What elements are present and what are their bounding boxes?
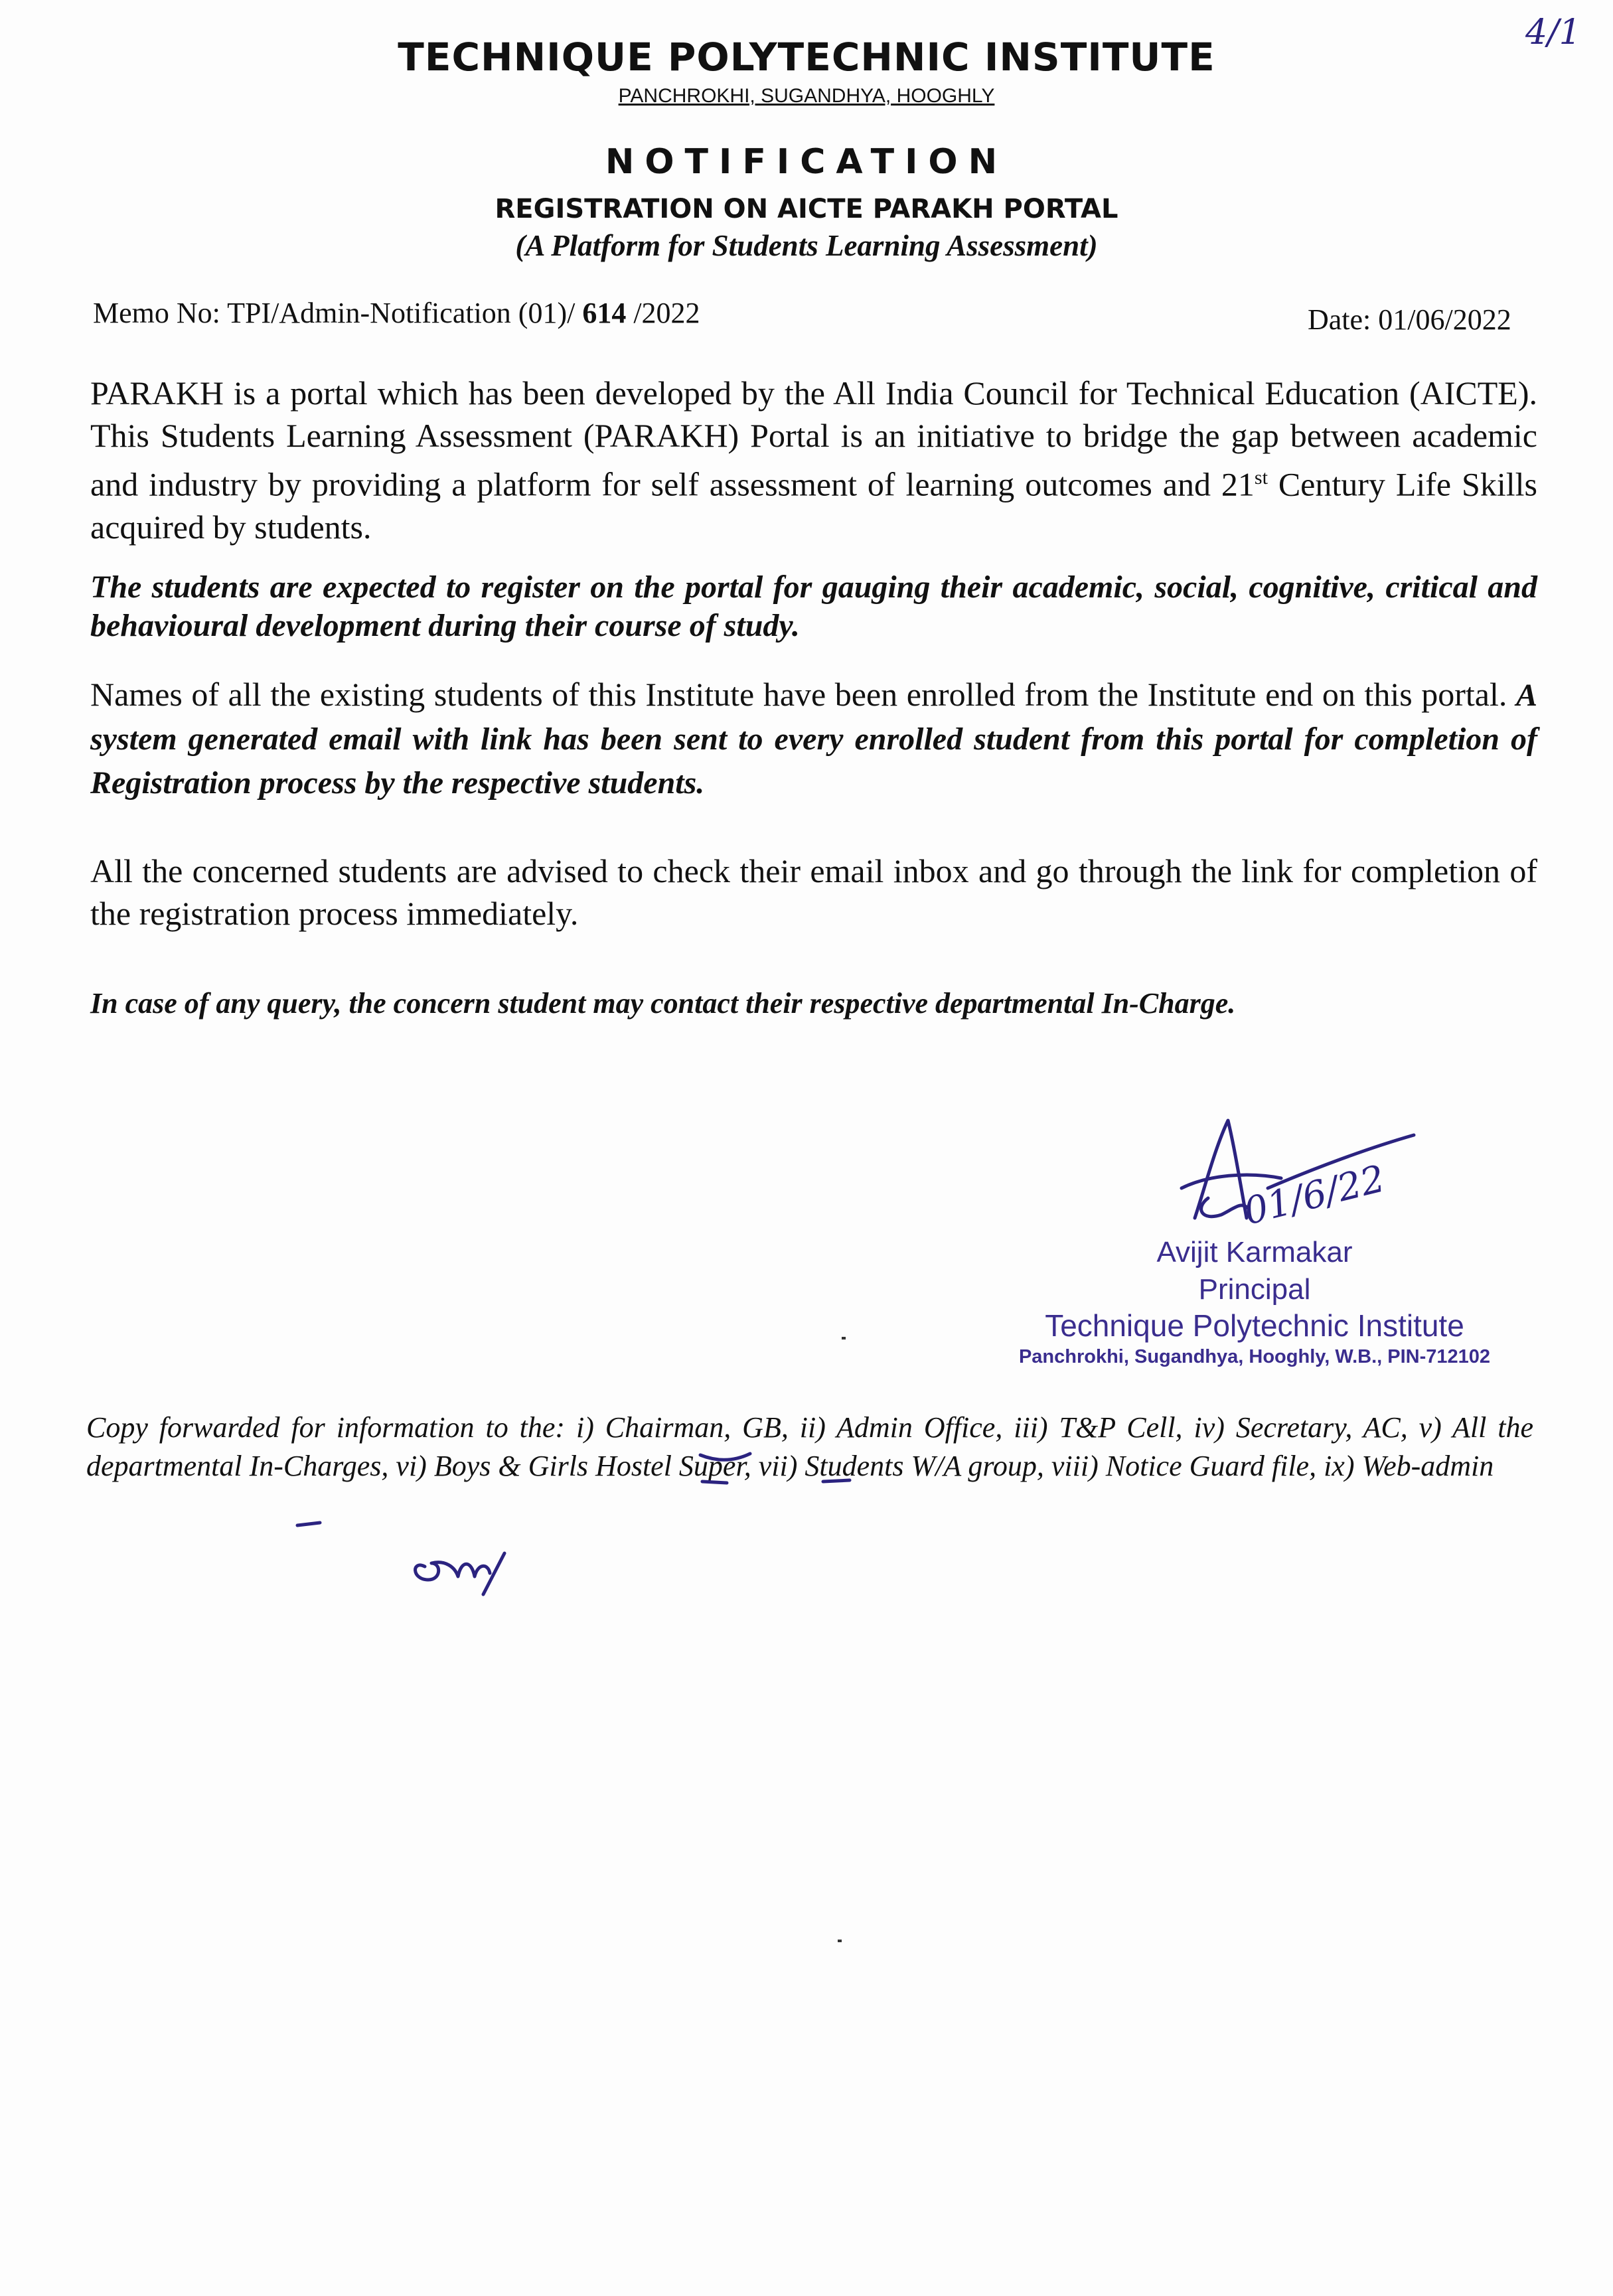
signatory-institute: Technique Polytechnic Institute — [1045, 1308, 1464, 1343]
p3-text-a: Names of all the existing students of this Institute have been enrolled from the Institute end on this portal. — [90, 676, 1516, 713]
signatory-role: Principal — [1198, 1273, 1311, 1306]
memo-date: Date: 01/06/2022 — [1308, 303, 1511, 336]
p1-text-b: Century Life Skills acquired by students. — [90, 465, 1537, 546]
notification-subject: REGISTRATION ON AICTE PARAKH PORTAL — [495, 194, 1118, 224]
p3-text-b: A system generated email with link has been sent to every enrolled student from this portal for completion of Registration process by the respective students. — [90, 678, 1537, 801]
institute-name: TECHNIQUE POLYTECHNIC INSTITUTE — [398, 35, 1215, 80]
institute-address: PANCHROKHI, SUGANDHYA, HOOGHLY — [618, 85, 995, 107]
handwritten-marks — [697, 1448, 883, 1488]
body-paragraph-2: The students are expected to register on the portal for gauging their academic, social, cognitive, critical and behavioural development during their course of study. — [90, 570, 1537, 643]
principal-signature — [1168, 1109, 1421, 1235]
p1-superscript: st — [1254, 467, 1268, 489]
svg-text:4/1: 4/1 — [1525, 13, 1581, 52]
signature-date: 01/6/22 — [1239, 1157, 1389, 1234]
memo-prefix: Memo No: TPI/Admin-Notification (01)/ — [93, 297, 583, 329]
speck — [842, 1337, 846, 1339]
signatory-address: Panchrokhi, Sugandhya, Hooghly, W.B., PIN-712102 — [1018, 1346, 1491, 1367]
memo-number-value: 614 — [582, 297, 627, 329]
notification-subtitle: (A Platform for Students Learning Assessment) — [515, 229, 1098, 262]
p1-text-a: PARAKH is a portal which has been developed by the All India Council for Technical Education (AICTE). This Students Learning Assessment (PARAKH) Portal is an initiative to bridge the gap between academic and industry by providing a platform for self assessment of learning outcomes and 21 — [90, 374, 1537, 503]
body-paragraph-1 — [90, 372, 1537, 548]
signatory-name: Avijit Karmakar — [1156, 1236, 1353, 1268]
notification-title: NOTIFICATION — [605, 142, 1008, 182]
speck — [838, 1940, 842, 1942]
body-paragraph-4: All the concerned students are advised to check their email inbox and go through the link for completion of the registration process immediately. — [90, 852, 1537, 932]
memo-suffix: /2022 — [626, 297, 700, 329]
body-paragraph-5: In case of any query, the concern student may contact their respective departmental In-Charge. — [90, 987, 1236, 1020]
memo-number — [93, 296, 700, 330]
body-paragraph-3 — [90, 673, 1537, 804]
handwritten-initials — [405, 1540, 511, 1600]
handwritten-dash — [292, 1516, 332, 1536]
copy-forwarded-list: Copy forwarded for information to the: i) Chairman, GB, ii) Admin Office, iii) T&P Cell, iv) Secretary, AC, v) All the departmental In-Charges, vi) Boys & Girls Hostel Super, vii) Students W/A group, viii) Notice Guard file, ix) Web-admin — [86, 1411, 1533, 1482]
